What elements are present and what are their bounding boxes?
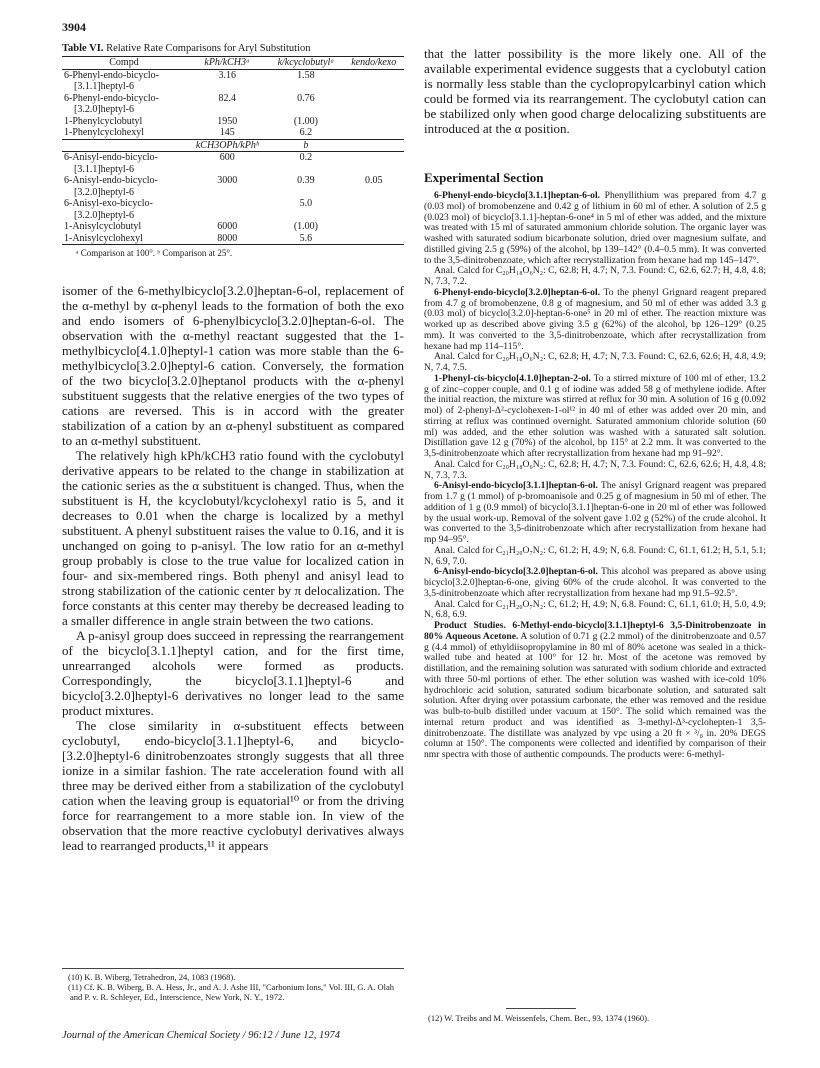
value-cell: 8000 (186, 233, 268, 245)
compound-name: 1-Anisylcyclobutyl (64, 221, 142, 232)
table-caption-text: Relative Rate Comparisons for Aryl Substitution (106, 43, 311, 54)
value-cell (343, 127, 404, 139)
compound-cell (62, 175, 186, 198)
value-cell: 1950 (217, 115, 238, 127)
value-cell (343, 152, 404, 176)
table-header-row (62, 57, 404, 70)
compound-name: 6-Phenyl-endo-bicyclo- (64, 92, 159, 104)
table-caption-label: Table VI. (62, 43, 104, 54)
body-paragraph: isomer of the 6-methylbicyclo[3.2.0]heptan-6-ol, replacement of the α-methyl by α-phenyl leads to the formation of both the exo and endo isomers of 6-phenylbicyclo[3.2.0]heptan-6-ol. The observation with the α-methyl reactant suggested that the 1-methylbicyclo[4.1.0]heptyl-1 cation was more stable than the 6-methylbicyclo[3.2.0]heptyl-6 cation. Conversely, the formation of the two bicyclo[3.2.0]heptanol products with the α-phenyl substituent suggests that the relative energies of the two types of cations are reversed. This is in accord with the greater stabilization of a cation by an α-phenyl substituent as compared to an α-methyl substituent. (62, 283, 404, 448)
compound-cell (62, 221, 186, 233)
procedure-title: 6-Anisyl-endo-bicyclo[3.1.1]heptan-6-ol. (434, 480, 598, 492)
compound-name-cont: [3.1.1]heptyl-6 (74, 81, 134, 92)
experimental-paragraph (424, 567, 766, 599)
compound-cell (62, 233, 186, 245)
compound-cell (62, 127, 186, 139)
experimental-paragraph (424, 288, 766, 353)
value-cell: 600 (219, 152, 235, 163)
procedure-title: 6-Phenyl-endo-bicyclo[3.1.1]heptan-6-ol. (434, 190, 601, 201)
body-paragraph: The relatively high kPh/kCH3 ratio found with the cyclobutyl derivative appears to be related to the change in stabilization at the cationic series as the α substituent is changed. Thus, when the substituent is H, the kcyclobutyl/kcyclohexyl ratio is 5, and it decreases to 0.01 when the charge is localized by a methyl substituent. A phenyl substituent raises the value to 0.16, and it is unchanged on going to p-anisyl. The low ratio for an α-methyl group probably is close to the true value for localized cation in four- and six-membered rings. Both phenyl and anisyl lead to strong stabilization of the cationic center by π delocalization. The force constants at this center may thereby be decreased leading to a smaller difference in angle strain between the two cations. (62, 448, 404, 628)
procedure-text: A solution of 0.71 g (2.2 mmol) of the dinitrobenzoate and 0.57 g (4.4 mmol) of ethyldiisopropylamine in 80 ml of 80% acetone was sealed in a thick-walled tube and heated at 100° for 12 hr. Most of the acetone was removed by distillation, and the remaining solution was saturated with sodium chloride and extracted with three 50-ml portions of ether. The ether solution was washed with ice-cold 10% hydrochloric acid solution, saturated sodium bicarbonate solution, and saturated salt solution. After drying over potassium carbonate, the ether was removed and the residue was bulb-to-bulb distilled under vacuum at 150°. The solid which remained was the internal return product and was identified as 3-methyl-Δ³-cyclohepten-1 3,5-dinitrobenzoate. The distillate was analyzed by vpc using a 20 ft × ³/₈ in. 20% DEGS column at 150°. The components were collected and identified by comparison of their nmr spectra with those of authentic compounds. The products were: 6-methyl- (424, 630, 766, 760)
compound-name-cont: [3.2.0]heptyl-6 (74, 186, 134, 198)
experimental-section (424, 191, 766, 761)
compound-name-cont: [3.1.1]heptyl-6 (74, 163, 134, 175)
body-paragraph: The close similarity in α-substituent effects between cyclobutyl, endo-bicyclo[3.1.1]heptyl-6, and bicyclo-[3.2.0]heptyl-6 dinitrobenzoates strongly suggests that all three ionize in a similar fashion. The rate acceleration found with all three may be derived either from a stabilization of the cyclobutyl cation when the leaving group is equatorial¹⁰ or from the driving force for rearrangement to a more stable ion. In view of the observation that the more reactive cyclobutyl derivatives always lead to rearranged products,¹¹ it appears (62, 718, 404, 853)
value-cell: 82.4 (218, 92, 236, 104)
experimental-paragraph (424, 266, 766, 288)
compound-name: 6-Anisyl-endo-bicyclo- (64, 175, 158, 186)
experimental-paragraph (424, 191, 766, 266)
procedure-title: 6-Anisyl-endo-bicyclo[3.2.0]heptan-6-ol. (434, 566, 598, 578)
procedure-text: To a stirred mixture of 100 ml of ether, 13.2 g of zinc–copper couple, and 0.1 g of iodine was added 58 g of methylene iodide. After the initial reaction, the mixture was stirred at reflux for 30 min. A solution of 16 g (0.092 mol) of 2-phenyl-Δ²-cyclohexen-1-ol¹² in 40 ml of ether was added over 20 min, and stirring at reflux was continued overnight. Saturated ammonium chloride solution (60 ml) was added, and the ether solution was washed with a saturated salt solution. Distillation gave 12 g (70%) of the alcohol, bp 115° at 2.2 mm. It was converted to the 3,5-dinitrobenzoate which after recrystallization from hexane had mp 91–92°. (424, 372, 766, 459)
body-paragraph: A p-anisyl group does succeed in repressing the rearrangement of the bicyclo[3.1.1]heptyl cation, and for the first time, unrearranged alcohols were formed as products. Correspondingly, the bicyclo[3.1.1]heptyl-6 and bicyclo[3.2.0]heptyl-6 derivatives no longer lead to the same product mixtures. (62, 628, 404, 718)
footnote: (11) Cf. K. B. Wiberg, B. A. Hess, Jr., and A. J. Ashe III, "Carbonium Ions," Vol. III, G. A. Olah and P. v. R. Schleyer, Ed., Interscience, New York, N. Y., 1972. (68, 982, 395, 1002)
compound-name: 1-Anisylcyclohexyl (64, 232, 143, 244)
table-row (62, 116, 404, 128)
table-header-cell: kendo/kexo (343, 57, 404, 70)
procedure-text: Anal. Calcd for C₂₀H₁₈O₆N₂: C, 62.8; H, 4.7; N, 7.3. Found: C, 62.6, 62.6; H, 4.8, 4.9; N, 7.4, 7.5. (424, 351, 766, 373)
procedure-text: To the phenyl Grignard reagent prepared from 4.7 g of bromobenzene, 0.8 g of magnesium, and 50 ml of ether was added 3.3 g (0.03 mol) of bicyclo[3.2.0]-heptan-6-one⁵ in 20 ml of ether. The reaction mixture was worked up as described above giving 3.5 g (62%) of the alcohol, bp 126–129° (0.25 mm). It was converted to the 3,5-dinitrobenzoate, which after recrystallization from hexane had mp 114–115°. (424, 286, 766, 352)
value-cell (343, 221, 404, 233)
compound-name: 6-Phenyl-endo-bicyclo- (64, 69, 159, 81)
procedure-title: 1-Phenyl-cis-bicyclo[4.1.0]heptan-2-ol. (434, 372, 591, 384)
value-cell: 6000 (217, 221, 238, 232)
compound-cell (62, 198, 186, 221)
journal-footer: Journal of the American Chemical Society / 96:12 / June 12, 1974 (62, 1030, 340, 1041)
table-caption (62, 43, 404, 54)
table-row (62, 175, 404, 198)
table-row (62, 221, 404, 233)
table-row (62, 93, 404, 116)
compound-name: 6-Anisyl-exo-bicyclo- (64, 198, 153, 209)
table-row (62, 198, 404, 221)
procedure-text: Anal. Calcd for C₂₁H₂₀O₇N₂: C, 61.2; H, 4.9; N, 6.8. Found: C, 61.1, 61.0; H, 5.0, 4.9; N, 6.8, 6.9. (424, 598, 766, 621)
table-header-cell (343, 139, 404, 152)
table-header-cell: k/kcyclobutylᵃ (268, 57, 343, 70)
procedure-title: 6-Phenyl-endo-bicyclo[3.2.0]heptan-6-ol. (434, 286, 601, 298)
value-cell (343, 93, 404, 116)
table-header-cell: kCH3OPh/kPhᵇ (186, 139, 268, 152)
compound-cell (62, 69, 186, 93)
value-cell: 5.0 (299, 198, 313, 209)
value-cell (343, 116, 404, 128)
rate-comparison-table (62, 43, 404, 258)
left-column-body (62, 283, 404, 853)
value-cell: 0.2 (299, 152, 313, 163)
experimental-paragraph (424, 481, 766, 546)
footnote-rule (506, 1008, 576, 1009)
experimental-paragraph (424, 352, 766, 374)
table-header-row (62, 139, 404, 152)
procedure-title: Product Studies. 6-Methyl-endo-bicyclo[3.1.1]heptyl-6 3,5-Dinitrobenzoate in 80% Aqueous Acetone. (424, 620, 766, 642)
value-cell: 0.05 (364, 175, 383, 186)
value-cell: 145 (219, 127, 235, 138)
value-cell (343, 198, 404, 221)
procedure-text: The anisyl Grignard reagent was prepared from 1.7 g (1 mmol) of p-bromoanisole and 0.25 g of magnesium in 50 ml of ether. The addition of 1 g (0.9 mmol) of bicyclo[3.1.1]heptan-6-one in 20 ml of ether was followed by the usual work-up. Removal of the solvent gave 1.02 g (52%) of the crude alcohol. It was converted to the 3,5-dinitrobenzoate which after recrystallization from hexane had mp 94–95°. (424, 480, 766, 545)
experimental-paragraph (424, 621, 766, 761)
table-row (62, 233, 404, 245)
value-cell (186, 198, 268, 221)
compound-cell (62, 116, 186, 128)
procedure-text: Anal. Calcd for C₂₀H₁₈O₆N₂: C, 62.8; H, 4.7; N, 7.3. Found: C, 62.6, 62.6; H, 4.8, 4.8; N, 7.3, 7.3. (424, 458, 766, 481)
value-cell: 0.39 (297, 175, 315, 186)
table-footnotes: ᵃ Comparison at 100°. ᵇ Comparison at 25°. (76, 248, 233, 258)
table-header-cell: Compd (62, 57, 186, 70)
procedure-text: This alcohol was prepared as above using bicyclo[3.2.0]heptan-6-one, giving 60% of the crude alcohol. It was converted to the 3,5-dinitrobenzoate which after recrystallization from hexane had mp 91.5–92.5°. (424, 566, 766, 599)
experimental-paragraph (424, 374, 766, 460)
value-cell (343, 69, 404, 93)
procedure-text: Phenyllithium was prepared from 4.7 g (0.03 mol) of bromobenzene and 0.42 g of lithium in 60 ml of ether. A solution of 2.5 g (0.023 mol) of bicyclo[3.1.1]-heptan-6-one⁴ in 5 ml of ether was added, and the mixture was treated with 15 ml of saturated ammonium chloride solution. The organic layer was washed with saturated sodium bicarbonate solution, dried over magnesium sulfate, and distilled giving 2.5 g (59%) of the alcohol, bp 139–142° (0.4–0.5 mm). It was converted to the 3,5-dinitrobenzoate, which after recrystallization from hexane had mp 145–147°. (424, 190, 766, 266)
left-footnotes (62, 968, 404, 1002)
table-header-cell (62, 139, 186, 152)
compound-name: 1-Phenylcyclobutyl (64, 115, 143, 127)
compound-name-cont: [3.2.0]heptyl-6 (74, 104, 134, 115)
value-cell: 0.76 (297, 92, 315, 104)
value-cell: (1.00) (293, 115, 319, 127)
value-cell (343, 233, 404, 245)
table-row (62, 69, 404, 93)
experimental-paragraph (424, 600, 766, 622)
intro-paragraph: that the latter possibility is the more likely one. All of the available experimental evidence suggests that a cyclobutyl cation is normally less stable than the cyclopropylcarbinyl cation which could be formed via its rearrangement. The cyclobutyl cation can be stabilized only when good charge delocalizing substituents are introduced at the α position. (424, 46, 766, 136)
procedure-text: Anal. Calcd for C₂₁H₂₀O₇N₂: C, 61.2; H, 4.9; N, 6.8. Found: C, 61.1, 61.2; H, 5.1, 5.1; N, 6.9, 7.0. (424, 544, 766, 567)
value-cell: 3.16 (218, 69, 236, 81)
footnote: (10) K. B. Wiberg, Tetrahedron, 24, 1083 (1968). (68, 972, 236, 982)
page-number: 3904 (62, 20, 86, 34)
procedure-text: Anal. Calcd for C₂₀H₁₈O₆N₂: C, 62.8; H, 4.7; N, 7.3. Found: C, 62.6, 62.7; H, 4.8, 4.8; N, 7.3, 7.2. (424, 265, 766, 287)
table-header-cell: b (268, 139, 343, 152)
value-cell: 5.6 (268, 233, 343, 245)
value-cell: (1.00) (293, 221, 319, 232)
table-row (62, 152, 404, 176)
compound-name-cont: [3.2.0]heptyl-6 (74, 209, 134, 221)
compound-name: 1-Phenylcyclohexyl (64, 127, 144, 138)
table-grid (62, 56, 404, 245)
experimental-paragraph (424, 460, 766, 482)
compound-name: 6-Anisyl-endo-bicyclo- (64, 152, 158, 163)
right-footnotes (424, 1008, 766, 1023)
value-cell: 6.2 (299, 127, 313, 138)
compound-cell (62, 152, 186, 176)
table-row (62, 127, 404, 139)
value-cell: 1.58 (297, 69, 315, 81)
footnote: (12) W. Treibs and M. Weissenfels, Chem. Ber., 93, 1374 (1960). (428, 1013, 650, 1023)
value-cell: 3000 (217, 175, 238, 186)
experimental-paragraph (424, 546, 766, 568)
compound-cell (62, 93, 186, 116)
table-header-cell: kPh/kCH3ᵃ (186, 57, 268, 70)
right-column-intro (424, 46, 766, 136)
section-heading: Experimental Section (424, 170, 544, 185)
